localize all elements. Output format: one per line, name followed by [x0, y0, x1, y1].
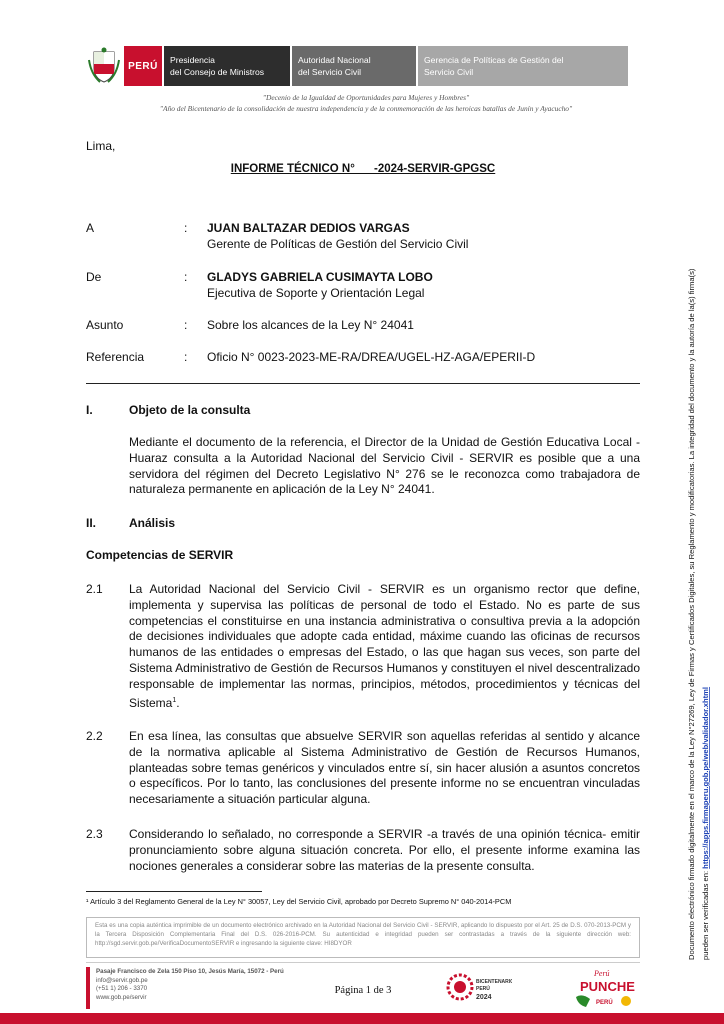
header-block-pcm: Presidencia del Consejo de Ministros: [164, 46, 290, 86]
header-bar: [86, 46, 628, 86]
header-divider: [86, 383, 640, 384]
punche-sun-icon: [621, 996, 631, 1006]
footnote-divider: [86, 891, 262, 892]
motto-year: "Año del Bicentenario de la consolidación de nuestra independencia y de la conmemoración de las heroicas batallas de Junín y Ayacucho": [159, 104, 573, 113]
para-2-1-number: 2.1: [86, 582, 103, 596]
bicent-line2: PERÚ: [476, 986, 490, 992]
bicentenario-icon: [448, 975, 472, 999]
to-name: JUAN BALTAZAR DEDIOS VARGAS: [207, 221, 410, 235]
from-name: GLADYS GABRIELA CUSIMAYTA LOBO: [207, 270, 433, 284]
para-2-3: Considerando lo señalado, no corresponde a SERVIR -a través de una opinión técnica- emitir pronunciamiento sobre alguna situación concreta. Por ello, el presente informe examina las nociones generales a considerar sobre las materias de la presente consulta.: [129, 827, 640, 873]
section-1-body: Mediante el documento de la referencia, el Director de la Unidad de Gestión Educativa Local - Huaraz consulta a la Autoridad Nacional del Servicio Civil - SERVIR es posible que a una servidora del régimen del Decreto Legislativo N° 276 se le reconozca como trabajadora de naturaleza permanente en aplicación de la Ley N° 24041.: [129, 435, 640, 497]
report-title: INFORME TÉCNICO N° -2024-SERVIR-GPGSC: [230, 163, 496, 175]
para-2-3-number: 2.3: [86, 827, 103, 841]
digital-signature-note: [680, 140, 716, 1000]
subject-label: Asunto: [86, 318, 124, 332]
section-2-number: II.: [86, 516, 97, 530]
to-label: A: [86, 221, 95, 235]
footer-address: Pasaje Francisco de Zela 150 Piso 10, Jesús María, 15072 - Perú: [96, 968, 284, 975]
bicentenario-logo: [446, 967, 512, 1007]
header-block-gerencia: Gerencia de Políticas de Gestión del Servicio Civil: [418, 46, 628, 86]
page-number: Página 1 de 3: [334, 985, 392, 996]
from-label: De: [86, 270, 102, 284]
para-2-2: En esa línea, las consultas que absuelve SERVIR son aquellas referidas al sentido y alcance de la normativa aplicable al Sistema Administrativo de Gestión de Recursos Humanos, planteadas sobre temas genéricos y vinculados entre sí, sin hacer alusión a asuntos concretos o específicos. Por lo tanto, las conclusiones del presente informe no se encuentran vinculadas necesariamente a situación particular alguna.: [129, 729, 640, 807]
validator-link[interactable]: https://apps.firmaperu.gob.pe/web/validador.xhtml: [701, 686, 710, 869]
punche-line2: PUNCHE: [580, 979, 635, 994]
footer-contact: [96, 968, 284, 1002]
from-colon: :: [184, 270, 188, 284]
reference-label: Referencia: [86, 350, 145, 364]
footnote-ref: 1: [172, 696, 177, 704]
punche-line3: PERÚ: [596, 1000, 613, 1006]
peru-punche-logo: [566, 967, 640, 1009]
to-colon: :: [184, 221, 188, 235]
section-2-title: Análisis: [129, 516, 176, 530]
from-role: Ejecutiva de Soporte y Orientación Legal: [207, 286, 425, 300]
footer-email[interactable]: info@servir.gob.pe: [96, 976, 148, 984]
punche-line1: Perú: [594, 969, 610, 978]
bicent-line1: BICENTENARIO: [476, 979, 512, 985]
bicent-year: 2024: [476, 994, 492, 1001]
to-role: Gerente de Políticas de Gestión del Servicio Civil: [207, 237, 469, 251]
footer-phone: (+51 1) 206 - 3370: [96, 985, 148, 993]
signature-note-line1: Documento electrónico firmado digitalmente en el marco de la Ley N°27269, Ley de Firmas y Certificados Digitales, su Reglamento y modificatorias. La integridad del documento y la autoría de la(s) firma(s): [687, 268, 696, 960]
para-2-2-number: 2.2: [86, 729, 103, 743]
peru-logo: PERÚ: [124, 46, 162, 86]
reference-value: Oficio N° 0023-2023-ME-RA/DREA/UGEL-HZ-AGA/EPERII-D: [207, 350, 536, 364]
bottom-red-band: [0, 1013, 724, 1024]
reference-colon: :: [184, 350, 188, 364]
footer-web[interactable]: www.gob.pe/servir: [96, 993, 147, 1001]
motto-decade: "Decenio de la Igualdad de Oportunidades para Mujeres y Hombres": [262, 93, 470, 102]
authenticity-notice: Esta es una copia auténtica imprimible de un documento electrónico archivado en la Autoridad Nacional del Servicio Civil - SERVIR, aplicando lo dispuesto por el Art. 25 de D.S. 070-2013-PCM y la Tercera Disposición Complementaria Final del D.S. 026-2016-PCM. Su autenticidad e integridad pueden ser contrastadas a través de la siguiente dirección web: http://sgd.servir.gob.pe/VerificaDocumentoSERVIR e ingresando la siguiente clave: HI8DYOR: [86, 917, 640, 958]
subsection-title: Competencias de SERVIR: [86, 548, 234, 562]
header-block-servir: Autoridad Nacional del Servicio Civil: [292, 46, 416, 86]
subject-colon: :: [184, 318, 188, 332]
punche-figure-icon: [576, 995, 590, 1007]
signature-note-prefix: pueden ser verificadas en:: [701, 868, 710, 960]
coat-of-arms-icon: [86, 46, 122, 86]
section-1-number: I.: [86, 403, 93, 417]
year-mottos: [86, 92, 646, 114]
footer-accent-bar: [86, 967, 90, 1009]
para-2-1: La Autoridad Nacional del Servicio Civil - SERVIR es un organismo rector que define, implementa y supervisa las políticas de personal de todo el Estado. No es parte de sus competencias el constituirse en una instancia administrativa o consultiva previa a la adopción de decisiones individuales que adopte cada entidad, máxime cuando las oficinas de recursos humanos de las entidades o empresas del Estado, o las que hagan sus veces, son parte del Sistema Administrativo de Gestión de Recursos Humanos y constituyen el nivel descentralizado responsable de implementar las normas, principios, métodos, procedimientos y técnicas del Sistema$^1$.: [129, 582, 640, 710]
place-date: Lima,: [86, 139, 116, 153]
footer-divider: [86, 962, 640, 963]
section-1-title: Objeto de la consulta: [129, 403, 251, 417]
subject-value: Sobre los alcances de la Ley N° 24041: [207, 318, 414, 332]
footnote: ¹ Artículo 3 del Reglamento General de la Ley N° 30057, Ley del Servicio Civil, aprobado por Decreto Supremo N° 040-2014-PCM: [86, 897, 512, 906]
signature-note-line2: [701, 687, 710, 960]
